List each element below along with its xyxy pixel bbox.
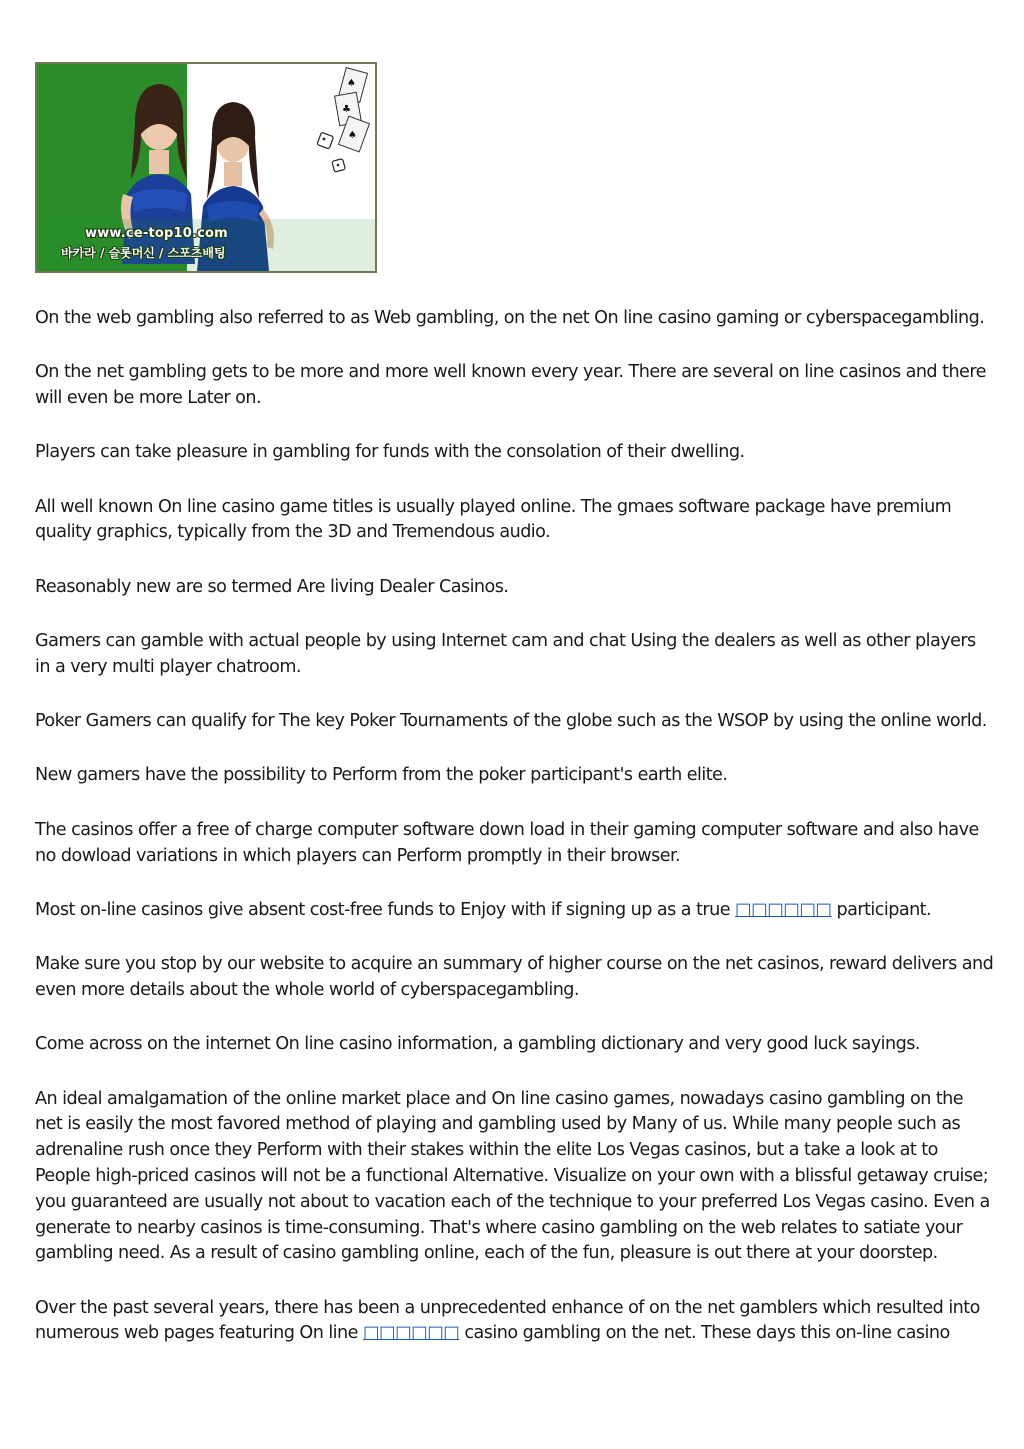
paragraph: The casinos offer a free of charge computer software down load in their gaming computer software and also have no dowload variations in which players can Perform promptly in their browser. bbox=[35, 819, 979, 866]
banner-url-text: www.ce-top10.com bbox=[85, 226, 228, 241]
paragraph: Players can take pleasure in gambling for funds with the consolation of their dwelling. bbox=[35, 442, 745, 463]
paragraph: On the web gambling also referred to as Web gambling, on the net On line casino gaming or cyberspacegambling. bbox=[35, 308, 985, 328]
paragraph: On the net gambling gets to be more and more well known every year. There are several on line casinos and there will even be more Later on. bbox=[35, 362, 986, 409]
svg-text:♠: ♠ bbox=[348, 130, 357, 141]
paragraph-text: Most on-line casinos give absent cost-free funds to Enjoy with if signing up as a true bbox=[35, 899, 736, 920]
paragraph: Gamers can gamble with actual people by using Internet cam and chat Using the dealers as well as other players in a very multi player chatroom. bbox=[35, 631, 976, 677]
paragraph: All well known On line casino game titles is usually played online. The gmaes software package have premium quality graphics, typically from the 3D and Tremendous audio. bbox=[35, 496, 952, 543]
inline-link[interactable]: □□□□□□ bbox=[735, 899, 832, 920]
paragraph: Come across on the internet On line casino information, a gambling dictionary and very good luck sayings. bbox=[35, 1034, 920, 1055]
paragraph-with-link bbox=[35, 1296, 995, 1348]
paragraph: An ideal amalgamation of the online market place and On line casino games, nowadays casino gambling on the net is easily the most favored method of playing and gambling used by Many of us. While many people such as adrenaline rush once they Perform with their stakes within the elite Los Vegas casinos, but a take a look at to People high-priced casinos will not be a functional Alternative. Visualize on your own with a blissful getaway cruise; you guaranteed are usually not about to vacation each of the technique to your preferred Los Vegas casino. Even a generate to nearby casinos is time-consuming. That's where casino gambling on the web relates to satiate your gambling need. As a result of casino gambling online, each of the fun, pleasure is out there at your doorstep. bbox=[35, 1088, 990, 1264]
banner-subtitle-text: 바카라 / 슬롯머신 / 스포츠배팅 bbox=[61, 246, 226, 260]
paragraph-text: casino gambling on the net. These days this on-line casino bbox=[459, 1323, 950, 1344]
inline-link[interactable]: □□□□□□ bbox=[362, 1323, 460, 1344]
paragraph: Reasonably new are so termed Are living Dealer Casinos. bbox=[35, 576, 509, 597]
paragraph: Poker Gamers can qualify for The key Poker Tournaments of the globe such as the WSOP by using the online world. bbox=[35, 711, 987, 732]
paragraph: Make sure you stop by our website to acquire an summary of higher course on the net casinos, reward delivers and even more details about the whole world of cyberspacegambling. bbox=[35, 954, 994, 1000]
article-body bbox=[35, 306, 995, 1347]
paragraph-text: Over the past several years, there has been a unprecedented enhance of on the net gamblers which resulted into numerous web pages featuring On line bbox=[35, 1297, 980, 1344]
paragraph-text: participant. bbox=[831, 899, 932, 920]
paragraph-with-link bbox=[35, 898, 995, 924]
svg-text:♣: ♣ bbox=[342, 104, 351, 115]
paragraph: New gamers have the possibility to Perform from the poker participant's earth elite. bbox=[35, 765, 728, 786]
svg-text:♠: ♠ bbox=[347, 78, 356, 89]
casino-banner-image bbox=[35, 62, 377, 273]
document-page bbox=[35, 62, 995, 1376]
